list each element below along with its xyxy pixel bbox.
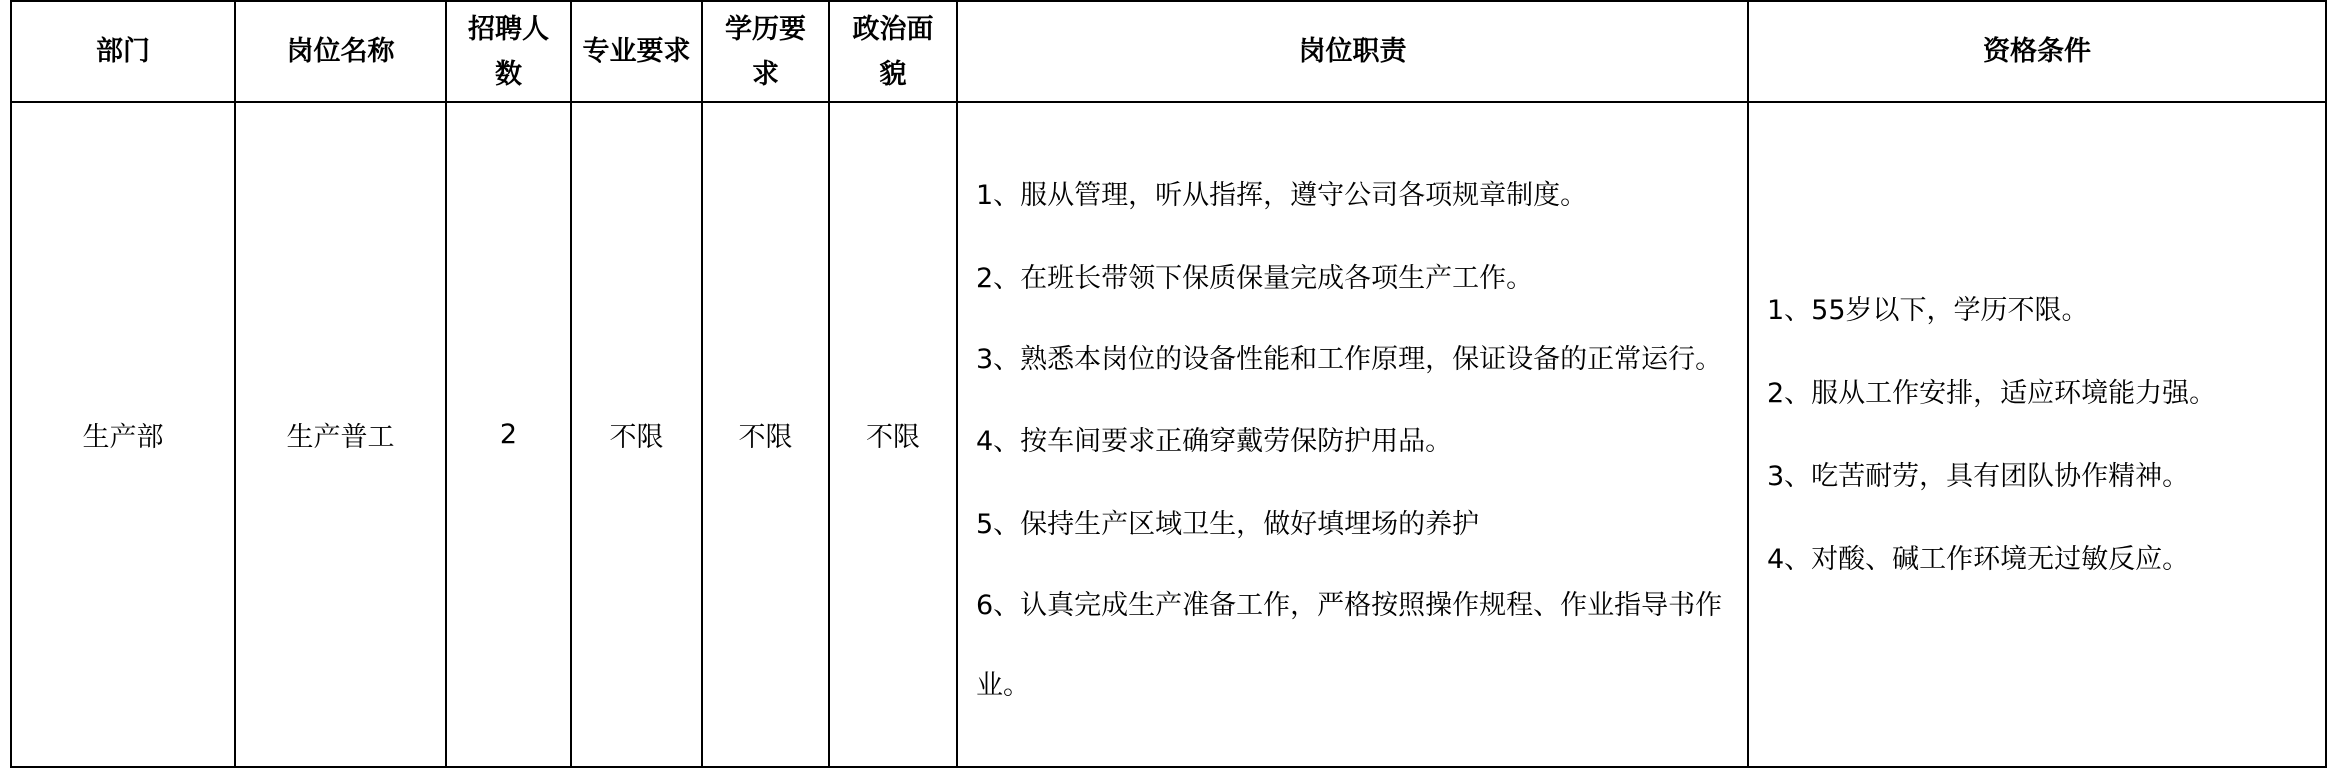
header-political: 政治面貌 [829, 1, 957, 102]
header-major: 专业要求 [571, 1, 702, 102]
duty-item: 3、熟悉本岗位的设备性能和工作原理，保证设备的正常运行。 [976, 343, 1723, 375]
qualification-item: 2、服从工作安排，适应环境能力强。 [1767, 377, 2217, 409]
cell-headcount: 2 [446, 102, 571, 767]
duty-item: 4、按车间要求正确穿戴劳保防护用品。 [976, 425, 1453, 457]
qualification-item: 1、55岁以下，学历不限。 [1767, 294, 2089, 326]
cell-department: 生产部 [11, 102, 235, 767]
qualification-item: 3、吃苦耐劳，具有团队协作精神。 [1767, 460, 2190, 492]
cell-position: 生产普工 [235, 102, 446, 767]
duty-item: 1、服从管理，听从指挥，遵守公司各项规章制度。 [976, 179, 1588, 211]
cell-duties [957, 102, 1748, 767]
cell-political: 不限 [829, 102, 957, 767]
header-headcount: 招聘人数 [446, 1, 571, 102]
duty-item: 2、在班长带领下保质保量完成各项生产工作。 [976, 262, 1534, 294]
recruitment-table [10, 0, 2327, 768]
duty-item: 5、保持生产区域卫生，做好填埋场的养护 [976, 508, 1480, 540]
header-position: 岗位名称 [235, 1, 446, 102]
recruitment-sheet [10, 0, 2325, 766]
header-education: 学历要求 [702, 1, 829, 102]
header-department: 部门 [11, 1, 235, 102]
header-row [11, 1, 2326, 102]
table-row [11, 102, 2326, 767]
header-duties: 岗位职责 [957, 1, 1748, 102]
cell-major: 不限 [571, 102, 702, 767]
qualification-item: 4、对酸、碱工作环境无过敏反应。 [1767, 543, 2190, 575]
header-qualifications: 资格条件 [1748, 1, 2326, 102]
cell-qualifications [1748, 102, 2326, 767]
duty-item: 6、认真完成生产准备工作，严格按照操作规程、作业指导书作业。 [976, 589, 1723, 701]
cell-education: 不限 [702, 102, 829, 767]
